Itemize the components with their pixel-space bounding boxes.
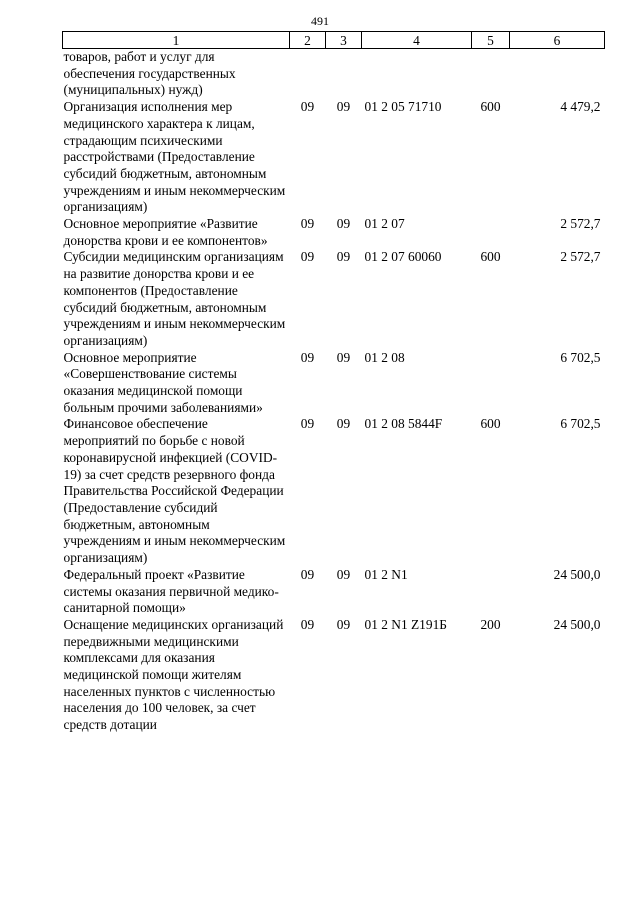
budget-table	[62, 31, 605, 734]
section-code: 09	[300, 616, 315, 632]
expense-type-code: 600	[480, 416, 501, 432]
section-code	[290, 49, 326, 100]
column-number: 2	[290, 32, 326, 49]
subsection-code: 09	[336, 566, 351, 582]
amount: 24 500,0	[553, 566, 601, 582]
amount: 6 702,5	[560, 416, 601, 432]
subsection-code: 09	[336, 349, 351, 365]
subsection-code	[326, 49, 362, 100]
table-row	[63, 249, 605, 349]
subsection-code: 09	[336, 249, 351, 265]
table-row	[63, 350, 605, 417]
amount: 6 702,5	[560, 349, 601, 365]
column-number: 1	[63, 32, 290, 49]
target-article-code: 01 2 08	[364, 349, 405, 365]
amount: 2 572,7	[560, 216, 601, 232]
section-code: 09	[300, 566, 315, 582]
section-code: 09	[300, 99, 315, 115]
target-article-code: 01 2 08 5844F	[364, 416, 443, 432]
subsection-code: 09	[336, 99, 351, 115]
expense-type-code: 200	[480, 616, 501, 632]
expense-name: товаров, работ и услуг для обеспечения государственных (муниципальных) нужд)	[63, 49, 236, 98]
section-code: 09	[300, 216, 315, 232]
expense-name: Основное мероприятие «Развитие донорства крови и ее компонентов»	[63, 216, 268, 248]
amount	[510, 49, 605, 100]
table-row	[63, 416, 605, 566]
section-code: 09	[300, 349, 315, 365]
column-number: 3	[326, 32, 362, 49]
subsection-code: 09	[336, 416, 351, 432]
expense-name: Финансовое обеспечение мероприятий по борьбе с новой коронавирусной инфекцией (COVID-19) за счет средств резервного фонда Правительства Российской Федерации (Предоставление субсидий бюджетным, автономным учреждениям и иным некоммерческим организациям)	[63, 416, 286, 566]
section-code: 09	[300, 416, 315, 432]
expense-name: Федеральный проект «Развитие системы оказания первичной медико-санитарной помощи»	[63, 566, 279, 616]
subsection-code: 09	[336, 616, 351, 632]
target-article-code: 01 2 07 60060	[364, 249, 442, 265]
table-row	[63, 99, 605, 216]
column-number-row	[63, 32, 605, 49]
subsection-code: 09	[336, 216, 351, 232]
column-number: 6	[510, 32, 605, 49]
expense-name: Организация исполнения мер медицинского характера к лицам, страдающим психическими расстройствами (Предоставление субсидий бюджетным, автономным учреждениям и иным некоммерческим организациям)	[63, 99, 286, 215]
amount: 2 572,7	[560, 249, 601, 265]
expense-type-code	[472, 350, 510, 417]
section-code: 09	[300, 249, 315, 265]
table-row	[63, 567, 605, 617]
table-row	[63, 617, 605, 734]
expense-type-code	[472, 49, 510, 100]
expense-name: Субсидии медицинским организациям на развитие донорства крови и ее компонентов (Предоставление субсидий бюджетным, автономным учреждениям и иным некоммерческим организациям)	[63, 249, 286, 348]
target-article-code: 01 2 N1 Z191Б	[364, 616, 447, 632]
expense-name: Оснащение медицинских организаций передвижными медицинскими комплексами для оказания медицинской помощи жителям населенных пунктов с численностью населения до 100 человек, за счет средств дотации	[63, 616, 284, 733]
target-article-code: 01 2 07	[364, 216, 405, 232]
expense-name: Основное мероприятие «Совершенствование системы оказания медицинской помощи больным прочими заболеваниями»	[63, 349, 263, 415]
column-number: 5	[472, 32, 510, 49]
table-row	[63, 216, 605, 249]
table-row	[63, 49, 605, 100]
expense-type-code: 600	[480, 99, 501, 115]
column-number: 4	[362, 32, 472, 49]
expense-type-code: 600	[480, 249, 501, 265]
amount: 24 500,0	[553, 616, 601, 632]
target-article-code: 01 2 N1	[364, 566, 408, 582]
amount: 4 479,2	[560, 99, 601, 115]
target-article-code: 01 2 05 71710	[364, 99, 442, 115]
expense-type-code	[472, 567, 510, 617]
page-number: 491	[311, 14, 329, 28]
expense-type-code	[472, 216, 510, 249]
target-article-code	[362, 49, 472, 100]
